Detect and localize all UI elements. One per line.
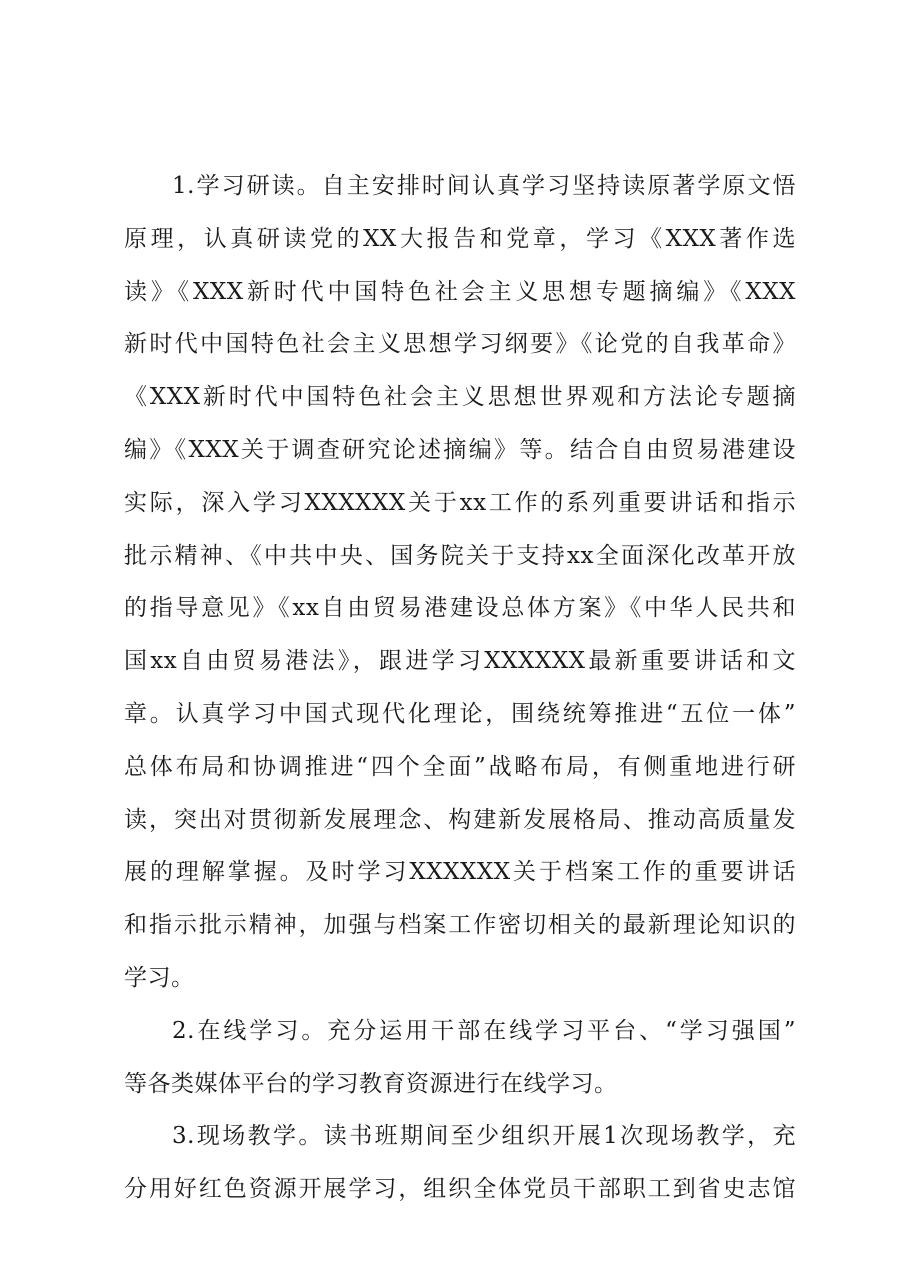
text-line: 章。认真学习中国式现代化理论，围绕统筹推进“五位一体” xyxy=(124,700,796,727)
text-line: 新时代中国特色社会主义思想学习纲要》《论党的自我革命》 xyxy=(124,331,796,358)
text-line: 读》《XXX新时代中国特色社会主义思想专题摘编》《XXX xyxy=(124,278,796,305)
text-line: 编》《XXX关于调查研究论述摘编》等。结合自由贸易港建设 xyxy=(124,436,796,463)
paragraph-online-study xyxy=(124,1005,796,1111)
text-line: 和指示批示精神，加强与档案工作密切相关的最新理论知识的 xyxy=(124,912,796,939)
text-line: 1.学习研读。自主安排时间认真学习坚持读原著学原文悟 xyxy=(172,173,796,199)
paragraph-onsite-teaching xyxy=(124,1110,796,1216)
text-line: 3.现场教学。读书班期间至少组织开展1次现场教学，充 xyxy=(172,1123,796,1150)
text-line: 分用好红色资源开展学习，组织全体党员干部职工到省史志馆 xyxy=(124,1176,796,1203)
text-line: 《XXX新时代中国特色社会主义思想世界观和方法论专题摘 xyxy=(124,384,796,411)
text-line: 原理，认真研读党的XX大报告和党章，学习《XXX著作选 xyxy=(124,225,796,252)
text-line: 总体布局和协调推进“四个全面”战略布局，有侧重地进行研 xyxy=(124,753,796,780)
text-line: 批示精神、《中共中央、国务院关于支持xx全面深化改革开放 xyxy=(124,542,796,569)
text-line: 等各类媒体平台的学习教育资源进行在线学习。 xyxy=(124,1070,618,1097)
document-body xyxy=(124,160,796,1216)
text-line: 2.在线学习。充分运用干部在线学习平台、“学习强国” xyxy=(172,1017,796,1044)
text-line: 读，突出对贯彻新发展理念、构建新发展格局、推动高质量发 xyxy=(124,806,796,833)
text-line: 实际，深入学习XXXXXX关于xx工作的系列重要讲话和指示 xyxy=(124,489,796,516)
text-line: 的指导意见》《xx自由贸易港建设总体方案》《中华人民共和 xyxy=(124,595,796,622)
text-line: 学习。 xyxy=(124,964,195,991)
text-line: 展的理解掌握。及时学习XXXXXX关于档案工作的重要讲话 xyxy=(124,859,796,886)
text-line: 国xx自由贸易港法》，跟进学习XXXXXX最新重要讲话和文 xyxy=(124,648,796,675)
paragraph-study-reading xyxy=(124,160,796,1005)
